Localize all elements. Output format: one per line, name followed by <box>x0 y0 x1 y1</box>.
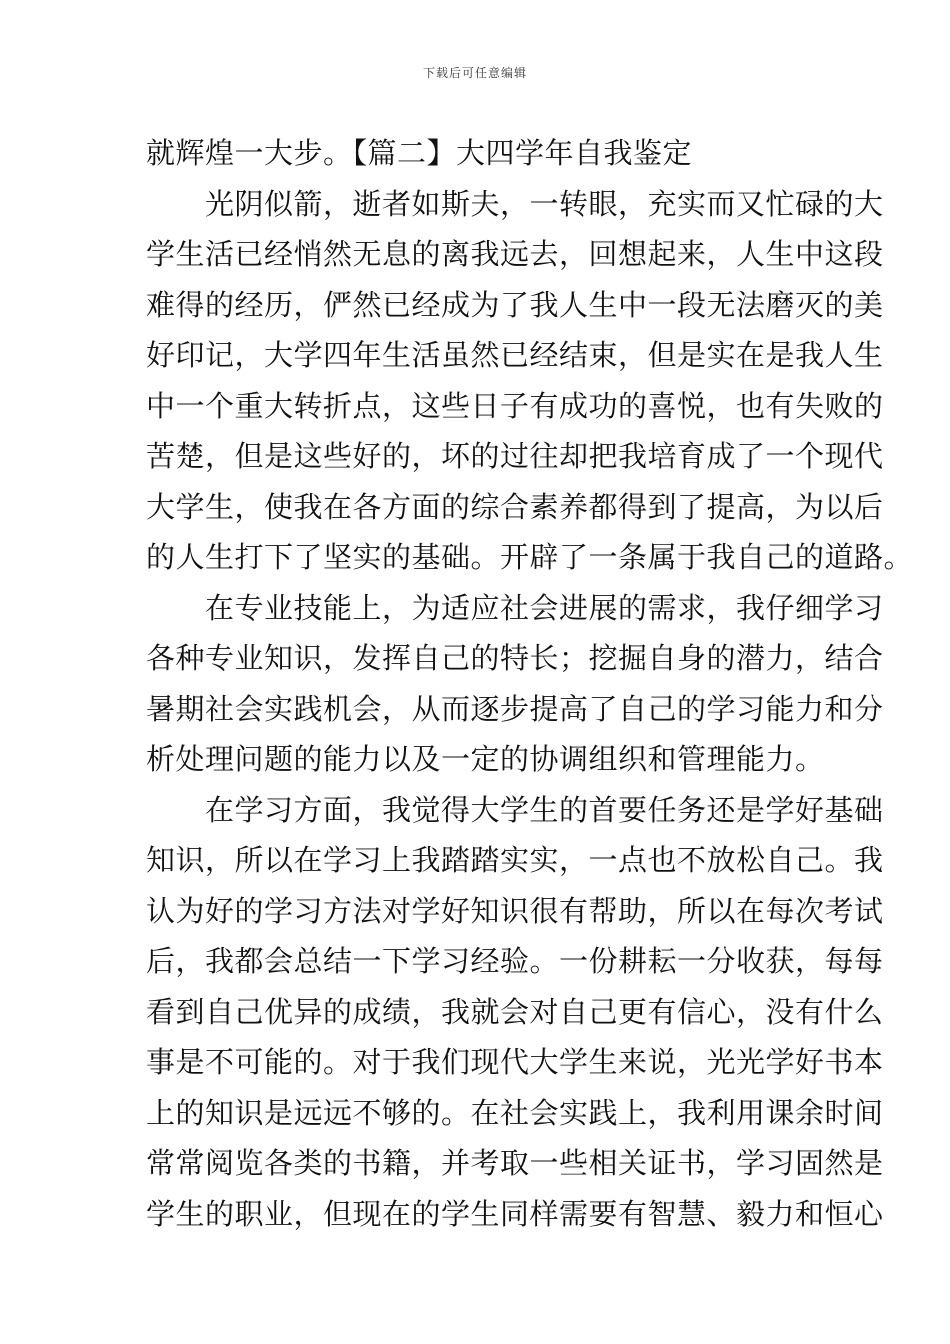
text-line: 知识，所以在学习上我踏踏实实，一点也不放松自己。我 <box>146 843 884 877</box>
text-line: 大学生，使我在各方面的综合素养都得到了提高，为以后 <box>146 489 884 524</box>
text-line: 中一个重大转折点，这些日子有成功的喜悦，也有失败的 <box>146 388 884 423</box>
text-line: 暑期社会实践机会，从而逐步提高了自己的学习能力和分 <box>146 691 884 726</box>
text-line: 各种专业知识，发挥自己的特长；挖掘自身的潜力，结合 <box>146 641 884 675</box>
text-line: 事是不可能的。对于我们现代大学生来说，光光学好书本 <box>146 1045 884 1079</box>
text-line: 后，我都会总结一下学习经验。一份耕耘一分收获，每每 <box>146 944 884 978</box>
text-line: 析处理问题的能力以及一定的协调组织和管理能力。 <box>146 742 825 776</box>
text-line: 认为好的学习方法对学好知识很有帮助，所以在每次考试 <box>146 893 884 928</box>
text-line: 在专业技能上，为适应社会进展的需求，我仔细学习 <box>146 590 884 625</box>
page-header: 下载后可任意编辑 <box>422 66 527 80</box>
text-line: 看到自己优异的成绩，我就会对自己更有信心，没有什么 <box>146 994 884 1029</box>
text-line: 光阴似箭，逝者如斯夫，一转眼，充实而又忙碌的大 <box>146 186 884 221</box>
text-line: 在学习方面，我觉得大学生的首要任务还是学好基础 <box>146 792 884 827</box>
text-line: 的人生打下了坚实的基础。开辟了一条属于我自己的道路。 <box>146 540 914 574</box>
document-body <box>146 128 914 1239</box>
text-line: 苦楚，但是这些好的，坏的过往却把我培育成了一个现代 <box>146 439 884 473</box>
text-line: 就辉煌一大步。【篇二】大四学年自我鉴定 <box>146 136 693 170</box>
text-line: 常常阅览各类的书籍，并考取一些相关证书，学习固然是 <box>146 1146 884 1180</box>
text-line: 学生活已经悄然无息的离我远去，回想起来，人生中这段 <box>146 237 884 271</box>
text-line: 难得的经历，俨然已经成为了我人生中一段无法磨灭的美 <box>146 287 884 322</box>
text-line: 上的知识是远远不够的。在社会实践上，我利用课余时间 <box>146 1095 884 1130</box>
text-line: 学生的职业，但现在的学生同样需要有智慧、毅力和恒心 <box>146 1196 884 1231</box>
text-line: 好印记，大学四年生活虽然已经结束，但是实在是我人生 <box>146 338 884 372</box>
